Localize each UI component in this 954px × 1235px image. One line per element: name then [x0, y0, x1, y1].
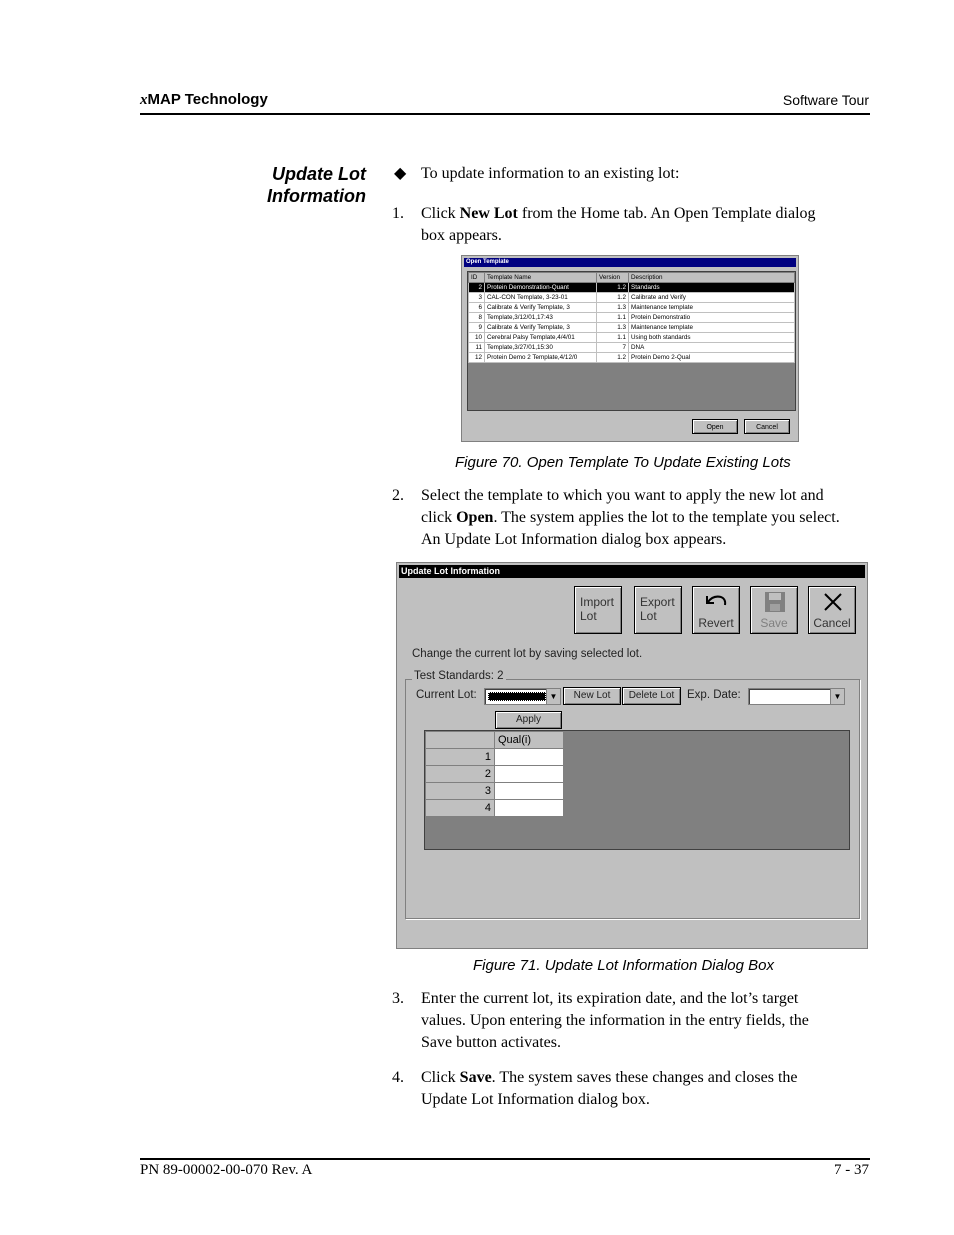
cell-id: 12: [469, 353, 485, 363]
qual-column-header[interactable]: Qual(i): [495, 732, 564, 749]
step-2-line1: Select the template to which you want to apply the new lot and: [421, 487, 824, 504]
step-1-line2: box appears.: [421, 227, 502, 244]
figure-70-caption: Figure 70. Open Template To Update Existing Lots: [455, 454, 791, 471]
footer-rule: [140, 1158, 870, 1160]
revert-button[interactable]: [692, 586, 740, 634]
section-heading: [200, 163, 366, 207]
step-4-line2: Update Lot Information dialog box.: [421, 1091, 650, 1108]
running-header-title: [140, 91, 268, 109]
cell-id: 11: [469, 343, 485, 353]
step-1-bold: New Lot: [459, 205, 518, 222]
save-button[interactable]: [750, 586, 798, 634]
template-table: [468, 272, 795, 363]
template-grid: [467, 271, 796, 411]
exp-date-label: Exp. Date:: [687, 689, 741, 701]
cell-version: 1.1: [597, 333, 629, 343]
cell-name: Calibrate & Verify Template, 3: [485, 323, 597, 333]
header-x-prefix: x: [140, 92, 148, 108]
header-title-rest: MAP Technology: [147, 91, 268, 108]
cell-name: Protein Demonstration-Quant: [485, 283, 597, 293]
cell-name: Protein Demo 2 Template,4/12/0: [485, 353, 597, 363]
table-row[interactable]: [469, 303, 795, 313]
open-template-titlebar: Open Template: [464, 258, 796, 267]
step-2-text: [421, 485, 876, 551]
update-lot-dialog: [396, 562, 868, 949]
step-2-number: 2.: [392, 487, 404, 504]
table-row: [426, 766, 564, 783]
update-lot-titlebar: Update Lot Information: [399, 565, 865, 578]
apply-button[interactable]: Apply: [495, 711, 562, 729]
step-1-number: 1.: [392, 205, 404, 222]
cell-name: CAL-CON Template, 3-23-01: [485, 293, 597, 303]
cell-id: 3: [469, 293, 485, 303]
corner-cell: [426, 732, 495, 749]
intro-bullet: [394, 163, 406, 185]
step-1-text: [421, 203, 871, 247]
standards-table: [425, 731, 564, 817]
header-rule: [140, 113, 870, 115]
table-row[interactable]: [469, 343, 795, 353]
cancel-label: Cancel: [813, 616, 851, 630]
standards-header-row: [426, 732, 564, 749]
footer-part-number: PN 89-00002-00-070 Rev. A: [140, 1162, 313, 1178]
step-4-pre: Click: [421, 1069, 460, 1086]
col-id[interactable]: ID: [469, 273, 485, 283]
intro-text: To update information to an existing lot:: [421, 165, 680, 182]
cell-version: 1.3: [597, 323, 629, 333]
step-4-post: . The system saves these changes and closes the: [491, 1069, 798, 1086]
cell-name: Template,3/12/01,17:43: [485, 313, 597, 323]
delete-lot-button[interactable]: Delete Lot: [622, 687, 681, 705]
cell-description: Maintenance template: [629, 323, 795, 333]
cell-id: 2: [469, 283, 485, 293]
export-lot-label: Export Lot: [640, 595, 675, 623]
cell-id: 6: [469, 303, 485, 313]
open-button[interactable]: Open: [692, 419, 738, 434]
table-row[interactable]: [469, 323, 795, 333]
row-header: 3: [426, 783, 495, 800]
table-row[interactable]: [469, 313, 795, 323]
step-2-line3: An Update Lot Information dialog box appears.: [421, 531, 727, 548]
footer-page-number: 7 - 37: [834, 1162, 869, 1178]
close-icon: [822, 591, 844, 613]
cell-version: 1.2: [597, 353, 629, 363]
test-standards-label: Test Standards: 2: [414, 670, 504, 682]
cell-id: 8: [469, 313, 485, 323]
step-3-line1: Enter the current lot, its expiration date, and the lot’s target: [421, 990, 799, 1007]
step-4-bold: Save: [459, 1069, 492, 1086]
qual-cell[interactable]: [495, 749, 564, 766]
revert-icon: [703, 592, 729, 610]
step-1-post: from the Home tab. An Open Template dialog: [517, 205, 816, 222]
step-3-line2: values. Upon entering the information in the entry fields, the: [421, 1012, 809, 1029]
figure-71-caption: Figure 71. Update Lot Information Dialog Box: [473, 957, 775, 974]
col-version[interactable]: Version: [597, 273, 629, 283]
step-3-text: [421, 988, 871, 1054]
cell-version: 1.3: [597, 303, 629, 313]
step-2-post: . The system applies the lot to the template you select.: [493, 509, 840, 526]
cancel-button[interactable]: [808, 586, 856, 634]
step-1-pre: Click: [421, 205, 460, 222]
new-lot-button[interactable]: New Lot: [563, 687, 621, 705]
cell-description: Protein Demo 2-Qual: [629, 353, 795, 363]
floppy-disk-icon: [764, 591, 786, 613]
qual-cell[interactable]: [495, 783, 564, 800]
revert-label: Revert: [698, 616, 734, 630]
step-4-text: [421, 1067, 871, 1111]
save-label: Save: [760, 616, 788, 630]
section-heading-line1: Update Lot: [272, 164, 366, 184]
cell-description: Calibrate and Verify: [629, 293, 795, 303]
table-row: [426, 800, 564, 817]
exp-date-select[interactable]: [748, 688, 845, 705]
instruction-text: Change the current lot by saving selected lot.: [412, 648, 643, 660]
section-heading-line2: Information: [267, 186, 366, 206]
current-lot-select[interactable]: [484, 688, 561, 705]
current-lot-label: Current Lot:: [416, 689, 477, 701]
table-row: [426, 783, 564, 800]
cell-name: Cerebral Palsy Template,4/4/01: [485, 333, 597, 343]
cell-name: Template,3/27/01,15:30: [485, 343, 597, 353]
cell-version: 1.2: [597, 283, 629, 293]
cell-name: Calibrate & Verify Template, 3: [485, 303, 597, 313]
step-3-line3: Save button activates.: [421, 1034, 561, 1051]
cell-id: 10: [469, 333, 485, 343]
open-template-dialog: [461, 255, 799, 442]
chevron-down-icon[interactable]: ▼: [830, 689, 844, 704]
step-4-number: 4.: [392, 1069, 404, 1086]
cell-version: 7: [597, 343, 629, 353]
table-row[interactable]: [469, 283, 795, 293]
qual-cell[interactable]: [495, 766, 564, 783]
export-lot-button[interactable]: [634, 586, 682, 634]
table-row: [426, 749, 564, 766]
cell-version: 1.1: [597, 313, 629, 323]
cancel-button[interactable]: Cancel: [744, 419, 790, 434]
cell-description: Standards: [629, 283, 795, 293]
qual-cell[interactable]: [495, 800, 564, 817]
table-row[interactable]: [469, 333, 795, 343]
template-table-header: [469, 273, 795, 283]
row-header: 2: [426, 766, 495, 783]
table-row[interactable]: [469, 293, 795, 303]
chevron-down-icon[interactable]: ▼: [546, 689, 560, 704]
cell-id: 9: [469, 323, 485, 333]
cell-description: Using both standards: [629, 333, 795, 343]
cell-version: 1.2: [597, 293, 629, 303]
col-description[interactable]: Description: [629, 273, 795, 283]
step-2-bold: Open: [456, 509, 494, 526]
cell-description: DNA: [629, 343, 795, 353]
table-row[interactable]: [469, 353, 795, 363]
running-header-section: Software Tour: [782, 92, 869, 108]
cell-description: Maintenance template: [629, 303, 795, 313]
step-2-pre: click: [421, 509, 457, 526]
current-lot-selection: [488, 692, 546, 701]
cell-description: Protein Demonstratio: [629, 313, 795, 323]
row-header: 1: [426, 749, 495, 766]
diamond-bullet-icon: ◆: [394, 165, 407, 182]
standards-grid: [424, 730, 850, 850]
col-template-name[interactable]: Template Name: [485, 273, 597, 283]
import-lot-label: Import Lot: [580, 595, 615, 623]
import-lot-button[interactable]: [574, 586, 622, 634]
row-header: 4: [426, 800, 495, 817]
step-3-number: 3.: [392, 990, 404, 1007]
